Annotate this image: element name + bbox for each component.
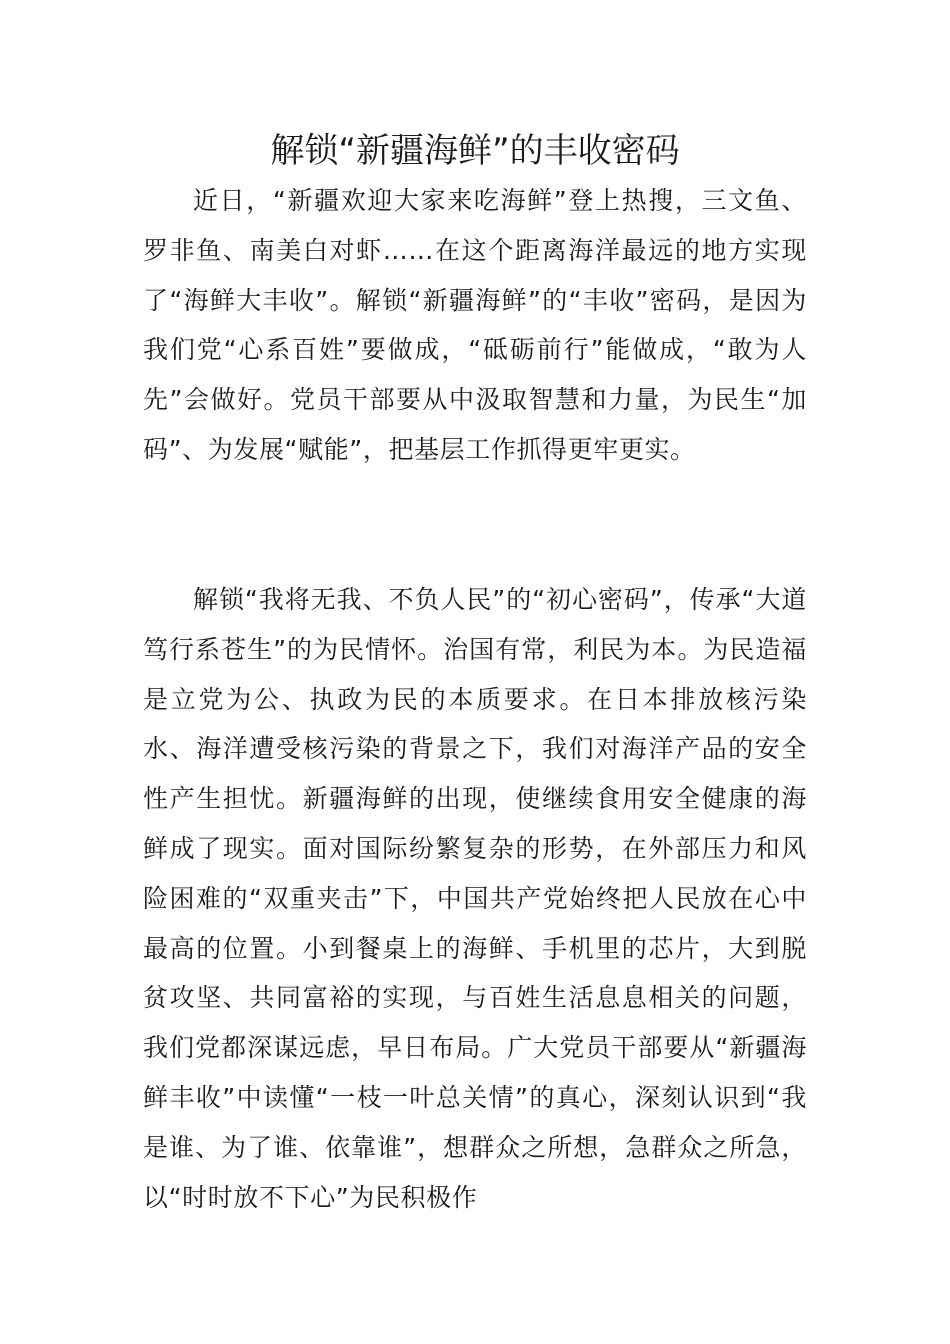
paragraph-2: 解锁“我将无我、不负人民”的“初心密码”，传承“大道笃行系苍生”的为民情怀。治国有常，利民为本。为民造福是立党为公、执政为民的本质要求。在日本排放核污染水、海洋遭受核污染的背景之下，我们对海洋产品的安全性产生担忧。新疆海鲜的出现，使继续食用安全健康的海鲜成了现实。面对国际纷繁复杂的形势，在外部压力和风险困难的“双重夹击”下，中国共产党始终把人民放在心中最高的位置。小到餐桌上的海鲜、手机里的芯片，大到脱贫攻坚、共同富裕的实现，与百姓生活息息相关的问题，我们党都深谋远虑，早日布局。广大党员干部要从“新疆海鲜丰收”中读懂“一枝一叶总关情”的真心，深刻认识到“我是谁、为了谁、依靠谁”，想群众之所想，急群众之所急，以“时时放不下心”为民积极作 [143, 585, 807, 1212]
paragraph-1: 近日，“新疆欢迎大家来吃海鲜”登上热搜，三文鱼、罗非鱼、南美白对虾……在这个距离海洋最远的地方实现了“海鲜大丰收”。解锁“新疆海鲜”的“丰收”密码，是因为我们党“心系百姓”要做成，“砥砺前行”能做成，“敢为人先”会做好。党员干部要从中汲取智慧和力量，为民生“加码”、为发展“赋能”，把基层工作抓得更牢更实。 [143, 186, 807, 464]
document-title: 解锁“新疆海鲜”的丰收密码 [270, 131, 680, 171]
